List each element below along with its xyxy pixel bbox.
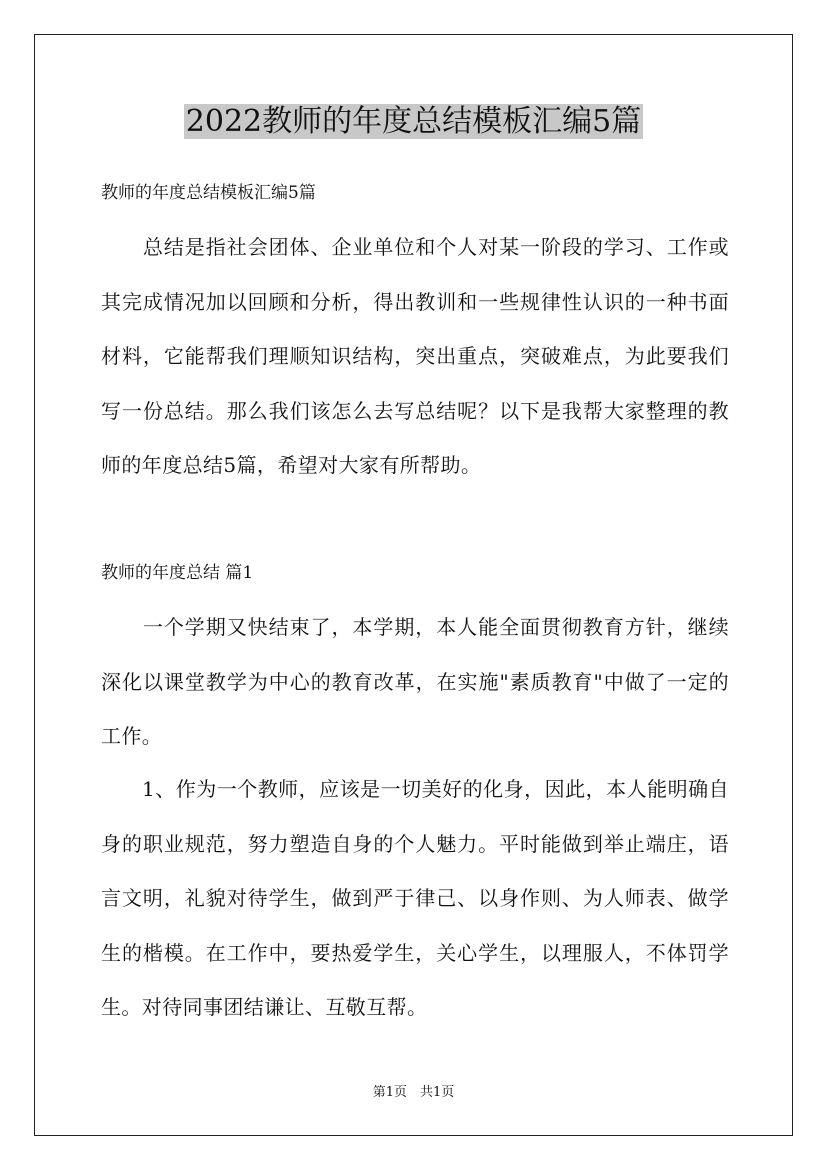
paragraph-line: 生。对待同事团结谦让、互敬互帮。 (101, 995, 428, 1019)
intro-line: 师的年度总结5篇，希望对大家有所帮助。 (101, 453, 482, 477)
paragraph-line: 身的职业规范，努力塑造自身的个人魅力。平时能做到举止端庄，语 (101, 831, 729, 856)
paragraph-line: 一个学期又快结束了，本学期，本人能全面贯彻教育方针，继续 (101, 615, 729, 639)
section-1-paragraph-2 (101, 762, 729, 1035)
page-footer: 第1页 共1页 (372, 1085, 455, 1100)
document-title (0, 100, 827, 144)
paragraph-line: 工作。 (101, 724, 163, 748)
intro-line: 其完成情况加以回顾和分析，得出教训和一些规律性认识的一种书面 (101, 289, 729, 314)
section-1-heading: 教师的年度总结 篇1 (101, 563, 254, 583)
intro-heading: 教师的年度总结模板汇编5篇 (101, 183, 316, 203)
intro-paragraph (101, 220, 729, 493)
document-title-text: 2022教师的年度总结模板汇编5篇 (185, 104, 642, 139)
intro-line: 写一份总结。那么我们该怎么去写总结呢？以下是我帮大家整理的教 (101, 398, 729, 423)
intro-line: 总结是指社会团体、企业单位和个人对某一阶段的学习、工作或 (101, 235, 729, 259)
paragraph-line: 深化以课堂教学为中心的教育改革，在实施"素质教育"中做了一定的 (101, 669, 729, 694)
paragraph-line: 生的楷模。在工作中，要热爱学生，关心学生，以理服人，不体罚学 (101, 940, 729, 965)
intro-line: 材料，它能帮我们理顺知识结构，突出重点，突破难点，为此要我们 (101, 344, 729, 368)
paragraph-line: 言文明，礼貌对待学生，做到严于律己、以身作则、为人师表、做学 (101, 886, 729, 910)
section-1-paragraph-1 (101, 600, 729, 764)
paragraph-line: 1、作为一个教师，应该是一切美好的化身，因此，本人能明确自 (101, 777, 729, 801)
